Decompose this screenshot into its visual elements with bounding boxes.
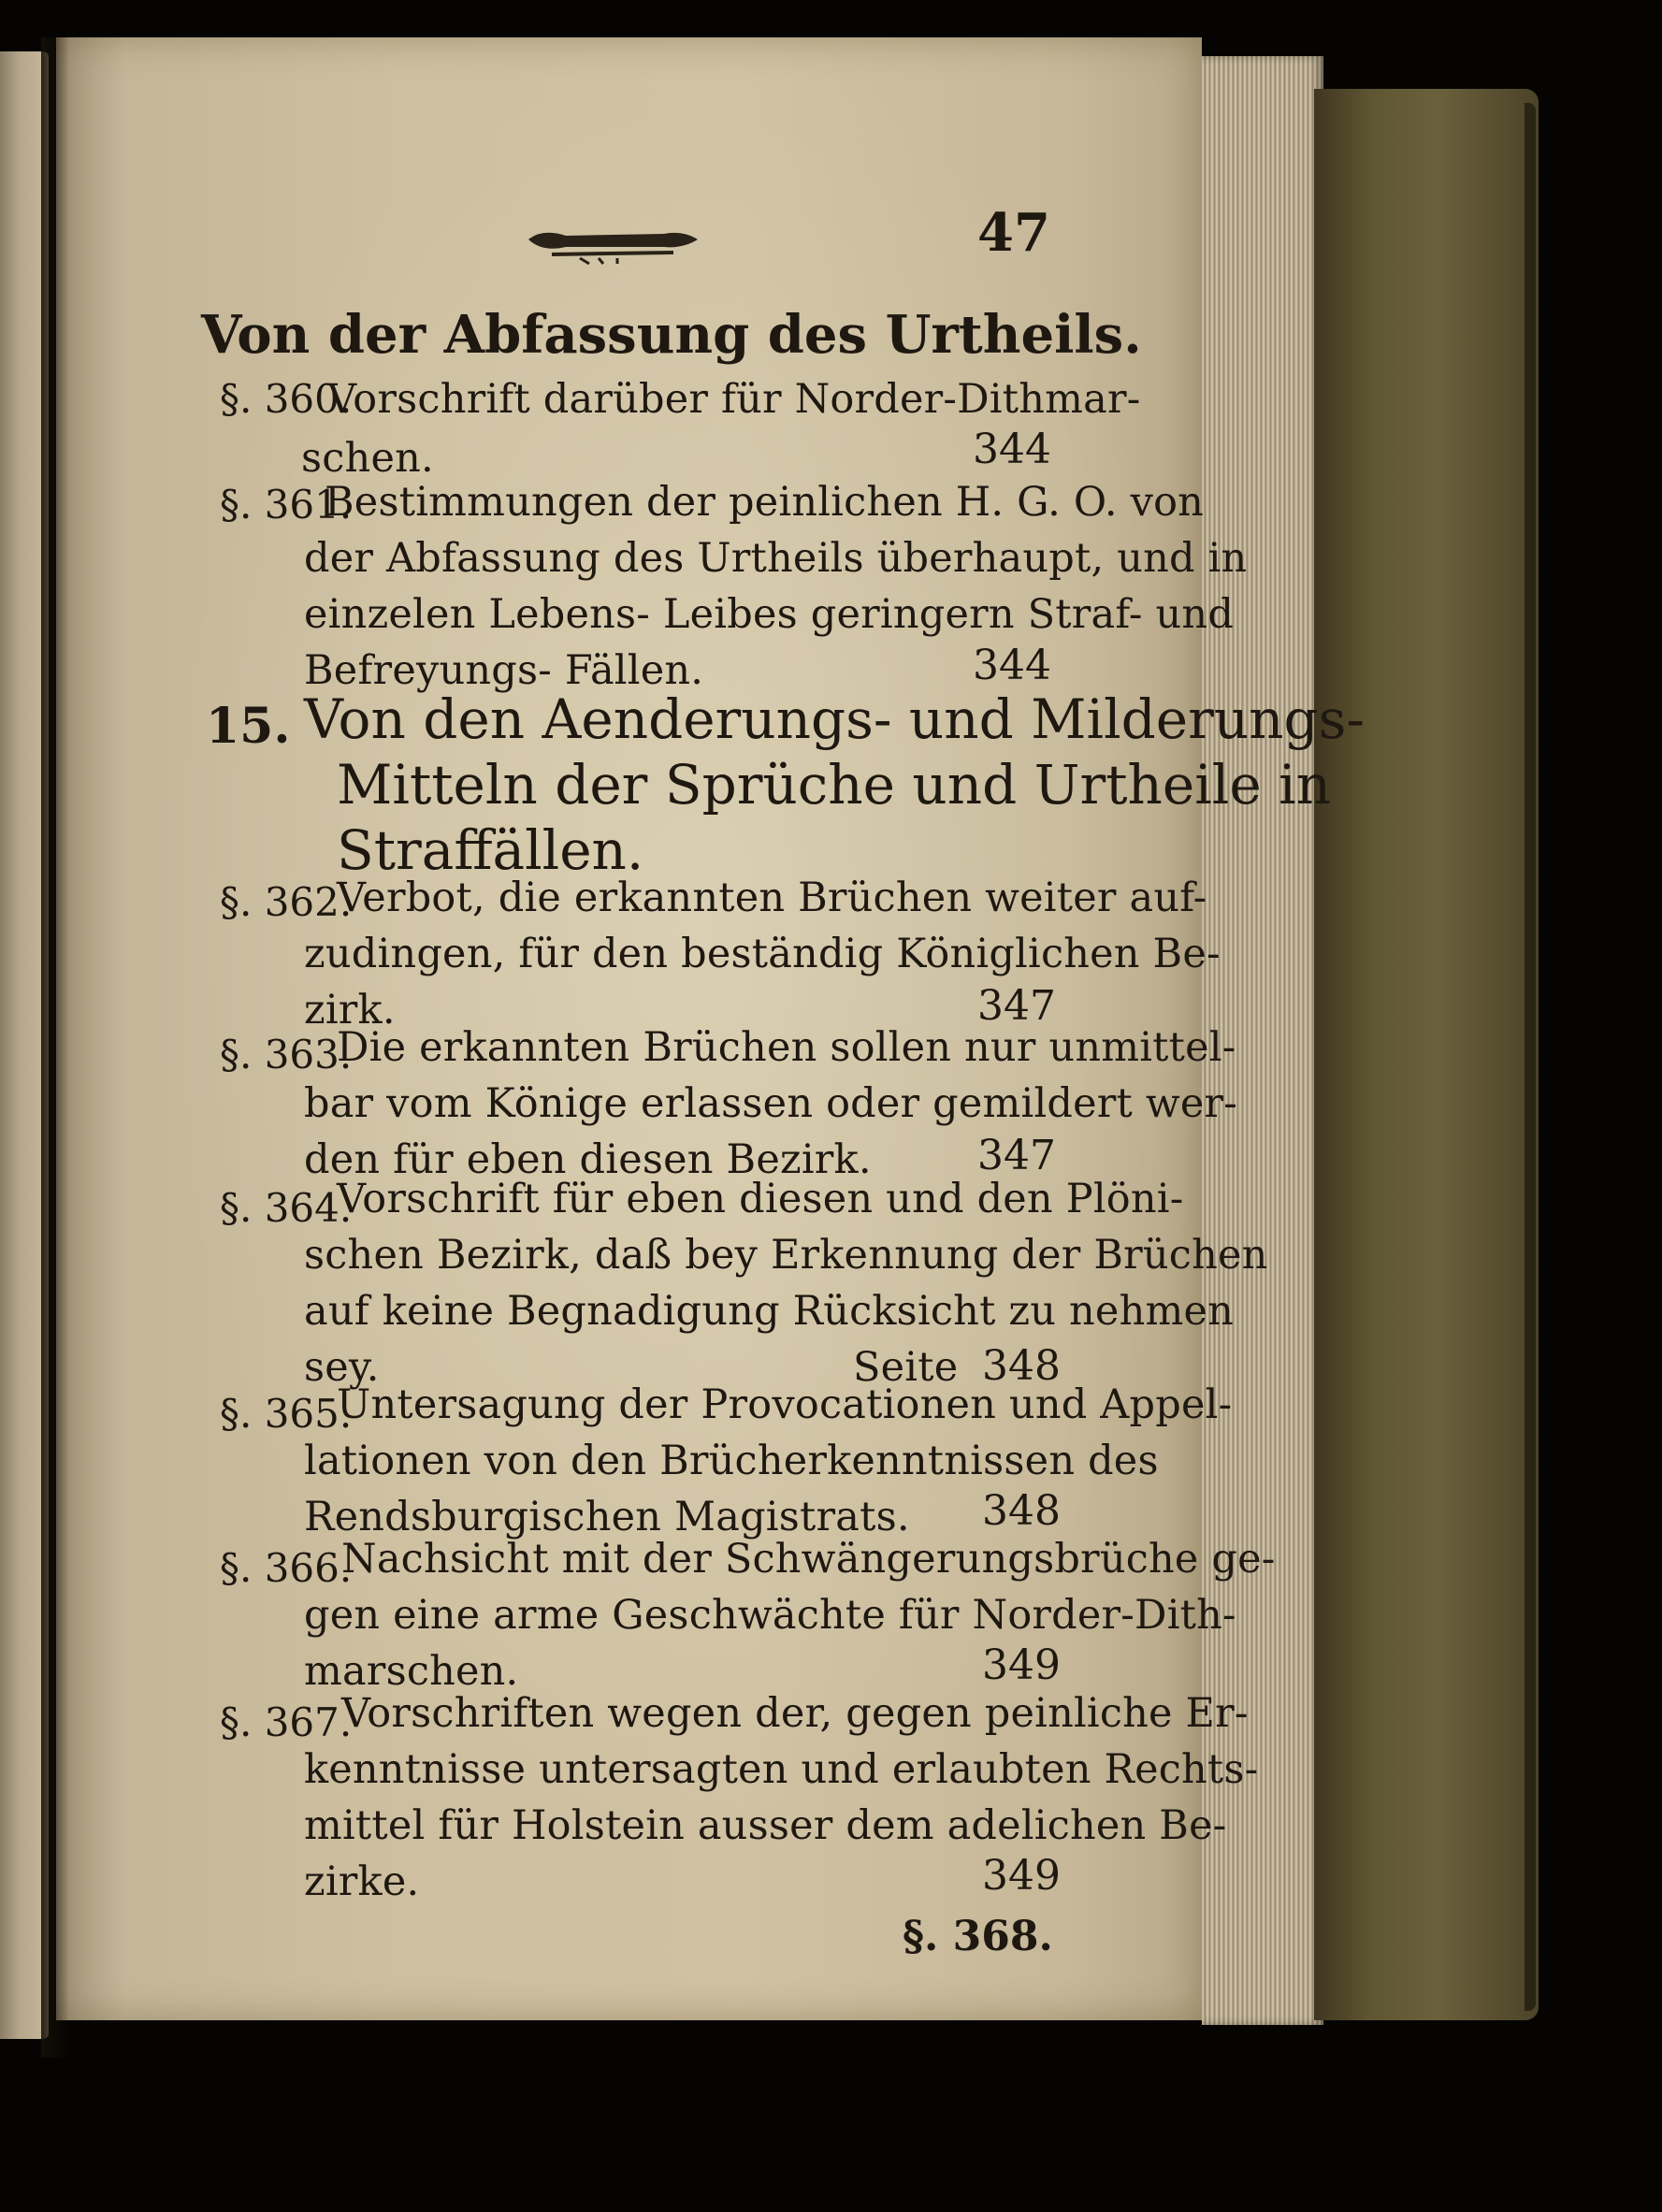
entry-line: Vorschrift darüber für Norder-Dithmar-: [327, 376, 1141, 423]
entry-line: Bestimmungen der peinlichen H. G. O. von: [325, 479, 1205, 526]
entry-line: gen eine arme Geschwächte für Norder-Dith-: [304, 1592, 1236, 1639]
entry-line: schen Bezirk, daß bey Erkennung der Brüchen: [304, 1232, 1268, 1279]
section-number: 15.: [206, 698, 291, 755]
entry-line: Befreyungs- Fällen.: [304, 647, 704, 694]
entry-line: Vorschriften wegen der, gegen peinliche Er-: [341, 1690, 1249, 1737]
section-heading: Von der Abfassung des Urtheils.: [201, 304, 1142, 366]
entry-page-ref: 347: [977, 1132, 1056, 1179]
entry-page-ref: 344: [973, 642, 1051, 689]
entry-line: den für eben diesen Bezirk.: [304, 1136, 872, 1183]
entry-line: sey.: [304, 1344, 380, 1391]
section-title-line: Straffällen.: [337, 818, 644, 882]
entry-page-ref: 348: [982, 1487, 1061, 1535]
catchword: §. 368.: [903, 1913, 1053, 1960]
entry-line: marschen.: [304, 1648, 519, 1695]
entry-page-ref: 349: [982, 1641, 1061, 1689]
page-number: 47: [977, 202, 1050, 264]
paragraph-number: §. 364.: [220, 1185, 353, 1231]
entry-line: Untersagung der Provocationen und Appel-: [337, 1381, 1233, 1428]
entry-line: zirk.: [304, 987, 396, 1034]
paragraph-number: §. 366.: [220, 1545, 353, 1591]
book-page: [56, 37, 1366, 2020]
entry-line: auf keine Begnadigung Rücksicht zu nehmen: [304, 1288, 1234, 1335]
section-title-line: Von den Aenderungs- und Milderungs-: [304, 687, 1366, 751]
entry-line: lationen von den Brücherkenntnissen des: [304, 1438, 1159, 1484]
entry-line: schen.: [301, 435, 434, 482]
entry-line: der Abfassung des Urtheils überhaupt, und in: [304, 535, 1248, 582]
paragraph-number: §. 361.: [220, 482, 353, 528]
cover-edge: [1525, 103, 1536, 2011]
entry-line: Vorschrift für eben diesen und den Plöni-: [337, 1176, 1184, 1222]
entry-line: zudingen, für den beständig Königlichen Be-: [304, 931, 1221, 977]
entry-page-ref: 347: [977, 982, 1056, 1030]
paragraph-number: §. 367.: [220, 1699, 353, 1745]
book-cover: [1314, 89, 1539, 2020]
ornament-icon: [524, 223, 701, 267]
section-title-line: Mitteln der Sprüche und Urtheile in: [337, 753, 1332, 817]
entry-line: kenntnisse untersagten und erlaubten Rechts-: [304, 1746, 1259, 1793]
paragraph-number: §. 360.: [220, 376, 353, 422]
entry-line: mittel für Holstein ausser dem adelichen Be-: [304, 1802, 1227, 1849]
entry-page-ref: 344: [973, 426, 1051, 473]
paragraph-number: §. 363.: [220, 1032, 353, 1077]
paragraph-number: §. 365.: [220, 1391, 353, 1437]
entry-page-ref: 349: [982, 1852, 1061, 1900]
entry-line: zirke.: [304, 1858, 420, 1905]
entry-page-ref: 348: [982, 1342, 1061, 1390]
seite-label: Seite: [853, 1344, 959, 1391]
entry-line: bar vom Könige erlassen oder gemildert wer-: [304, 1080, 1238, 1127]
entry-line: Die erkannten Brüchen sollen nur unmittel-: [337, 1024, 1236, 1071]
binding-gutter: [41, 37, 69, 2058]
entry-line: Nachsicht mit der Schwängerungsbrüche ge-: [341, 1536, 1276, 1583]
entry-line: Verbot, die erkannten Brüchen weiter auf-: [337, 875, 1207, 921]
entry-line: einzelen Lebens- Leibes geringern Straf- und: [304, 591, 1235, 638]
entry-line: Rendsburgischen Magistrats.: [304, 1494, 910, 1540]
paragraph-number: §. 362.: [220, 879, 353, 925]
